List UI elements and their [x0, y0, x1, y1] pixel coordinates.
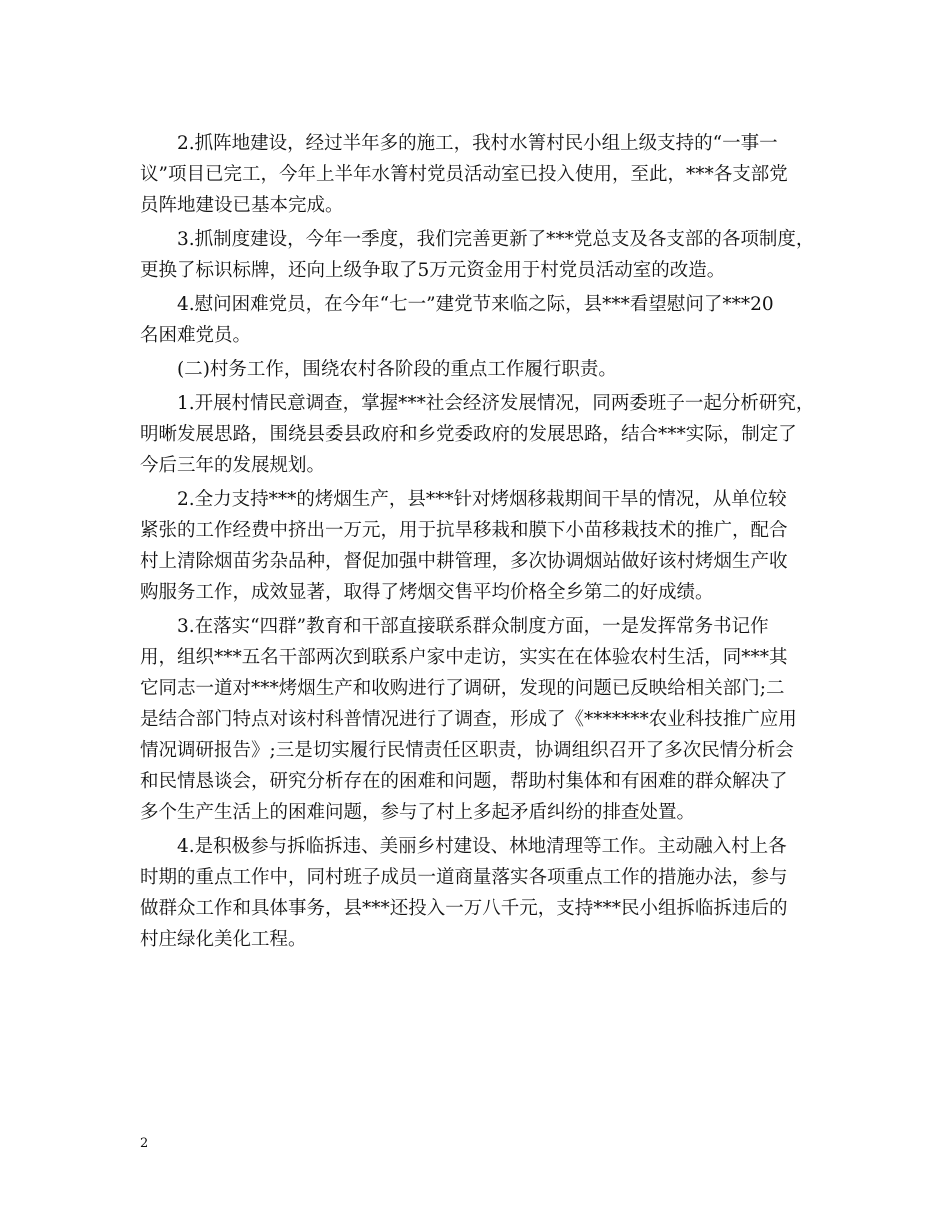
paragraph-line: 今后三年的发展规划。: [140, 455, 326, 476]
paragraph-line: 时期的重点工作中，同村班子成员一道商量落实各项重点工作的措施办法，参与: [140, 867, 788, 888]
paragraph-line: 3.在落实“四群”教育和干部直接联系群众制度方面，一是发挥常务书记作: [177, 616, 769, 637]
paragraph-line: 多个生产生活上的困难问题，参与了村上多起矛盾纠纷的排查处置。: [140, 802, 696, 823]
paragraph-line: 2.全力支持***的烤烟生产，县***针对烤烟移栽期间干旱的情况，从单位较: [177, 489, 787, 510]
paragraph-line: 4.慰问困难党员，在今年“七一”建党节来临之际，县***看望慰问了***20: [177, 294, 774, 315]
paragraph-line: 购服务工作，成效显著，取得了烤烟交售平均价格全乡第二的好成绩。: [140, 582, 714, 603]
paragraph-line: 村上清除烟苗劣杂品种，督促加强中耕管理，多次协调烟站做好该村烤烟生产收: [140, 551, 788, 572]
paragraph-line: 1.开展村情民意调查，掌握***社会经济发展情况，同两委班子一起分析研究，: [177, 393, 815, 414]
paragraph-line: 和民情恳谈会，研究分析存在的困难和问题，帮助村集体和有困难的群众解决了: [140, 771, 788, 792]
paragraph-line: 员阵地建设已基本完成。: [140, 195, 344, 216]
paragraph-line: 是结合部门特点对该村科普情况进行了调查，形成了《*******农业科技推广应用: [140, 709, 797, 730]
paragraph-line: 做群众工作和具体事务，县***还投入一万八千元，支持***民小组拆临拆违后的: [140, 898, 788, 919]
paragraph-line: 议”项目已完工，今年上半年水箐村党员活动室已投入使用，至此，***各支部党: [140, 164, 788, 185]
document-body: [140, 128, 815, 955]
paragraph-line: 村庄绿化美化工程。: [140, 929, 307, 950]
paragraph-line: 情况调研报告》;三是切实履行民情责任区职责，协调组织召开了多次民情分析会: [140, 740, 794, 761]
paragraph-line: 更换了标识标牌，还向上级争取了5万元资金用于村党员活动室的改造。: [140, 260, 726, 281]
paragraph-line: 明晰发展思路，围绕县委县政府和乡党委政府的发展思路，结合***实际，制定了: [140, 424, 797, 445]
paragraph-line: 4.是积极参与拆临拆违、美丽乡村建设、林地清理等工作。主动融入村上各: [177, 836, 787, 857]
section-heading: (二)村务工作，围绕农村各阶段的重点工作履行职责。: [177, 359, 617, 380]
paragraph-line: 名困难党员。: [140, 325, 252, 346]
page-number: 2: [140, 1136, 149, 1151]
paragraph-line: 3.抓制度建设，今年一季度，我们完善更新了***党总支及各支部的各项制度，: [177, 229, 815, 250]
paragraph-line: 2.抓阵地建设，经过半年多的施工，我村水箐村民小组上级支持的“一事一: [177, 133, 778, 154]
paragraph-line: 它同志一道对***烤烟生产和收购进行了调研，发现的问题已反映给相关部门;二: [140, 678, 785, 699]
paragraph-line: 紧张的工作经费中挤出一万元，用于抗旱移栽和膜下小苗移栽技术的推广，配合: [140, 520, 788, 541]
paragraph-line: 用，组织***五名干部两次到联系户家中走访，实实在在体验农村生活，同***其: [140, 647, 788, 668]
